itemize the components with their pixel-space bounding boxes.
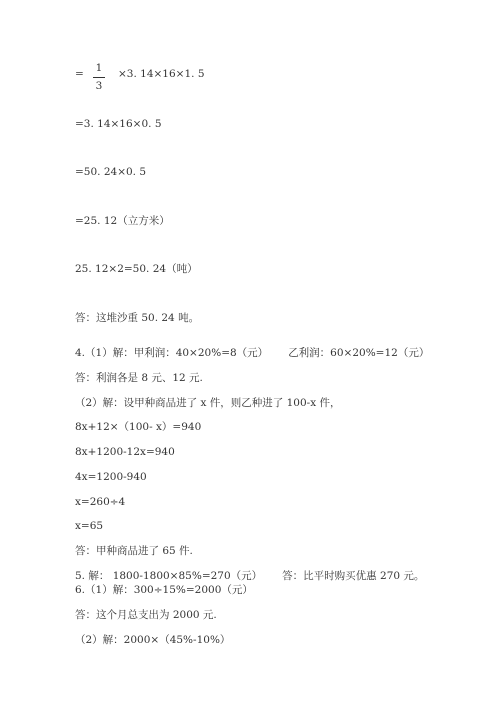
q6-part1-solution: 6.（1）解：300÷15%=2000（元） — [75, 584, 253, 596]
q5-solution: 5. 解： 1800-1800×85%=270（元） — [75, 570, 263, 582]
q4-part1-line — [75, 346, 429, 360]
q5-answer: 答：比平时购买优惠 270 元。 — [282, 570, 425, 582]
fraction-bar — [93, 77, 105, 78]
q4-equation-4: x=260÷4 — [75, 496, 126, 508]
equation-line-2: =3. 14×16×0. 5 — [75, 118, 162, 130]
q6-part2-solution: （2）解：2000×（45%-10%） — [75, 634, 231, 646]
q4-part2-setup: （2）解：设甲种商品进了 x 件，则乙种进了 100-x 件， — [75, 397, 341, 409]
q4-equation-2: 8x+1200-12x=940 — [75, 446, 175, 458]
equation-line-5: 25. 12×2=50. 24（吨） — [75, 263, 198, 275]
q4-part1-answer: 答：利润各是 8 元、12 元. — [75, 372, 203, 384]
answer-line-sand: 答：这堆沙重 50. 24 吨。 — [75, 312, 200, 324]
q4-profit-b: 乙利润：60×20%=12（元） — [288, 347, 430, 359]
fraction-numerator: 1 — [95, 62, 103, 74]
q5-line — [75, 569, 424, 583]
fraction-denominator: 3 — [95, 80, 103, 92]
equation-line-1-equals: = — [75, 68, 84, 80]
fraction-one-third — [93, 62, 105, 92]
equation-line-3: =50. 24×0. 5 — [75, 166, 147, 178]
q4-part2-answer: 答：甲种商品进了 65 件. — [75, 545, 193, 557]
q4-equation-3: 4x=1200-940 — [75, 471, 147, 483]
q4-equation-5: x=65 — [75, 520, 104, 532]
q4-profit-a: 4.（1）解：甲利润：40×20%=8（元） — [75, 347, 269, 359]
q6-part1-answer: 答：这个月总支出为 2000 元. — [75, 609, 217, 621]
q4-equation-1: 8x+12×（100- x）=940 — [75, 421, 202, 433]
equation-line-1-rest: ×3. 14×16×1. 5 — [118, 68, 205, 80]
equation-line-4: =25. 12（立方米） — [75, 215, 170, 227]
